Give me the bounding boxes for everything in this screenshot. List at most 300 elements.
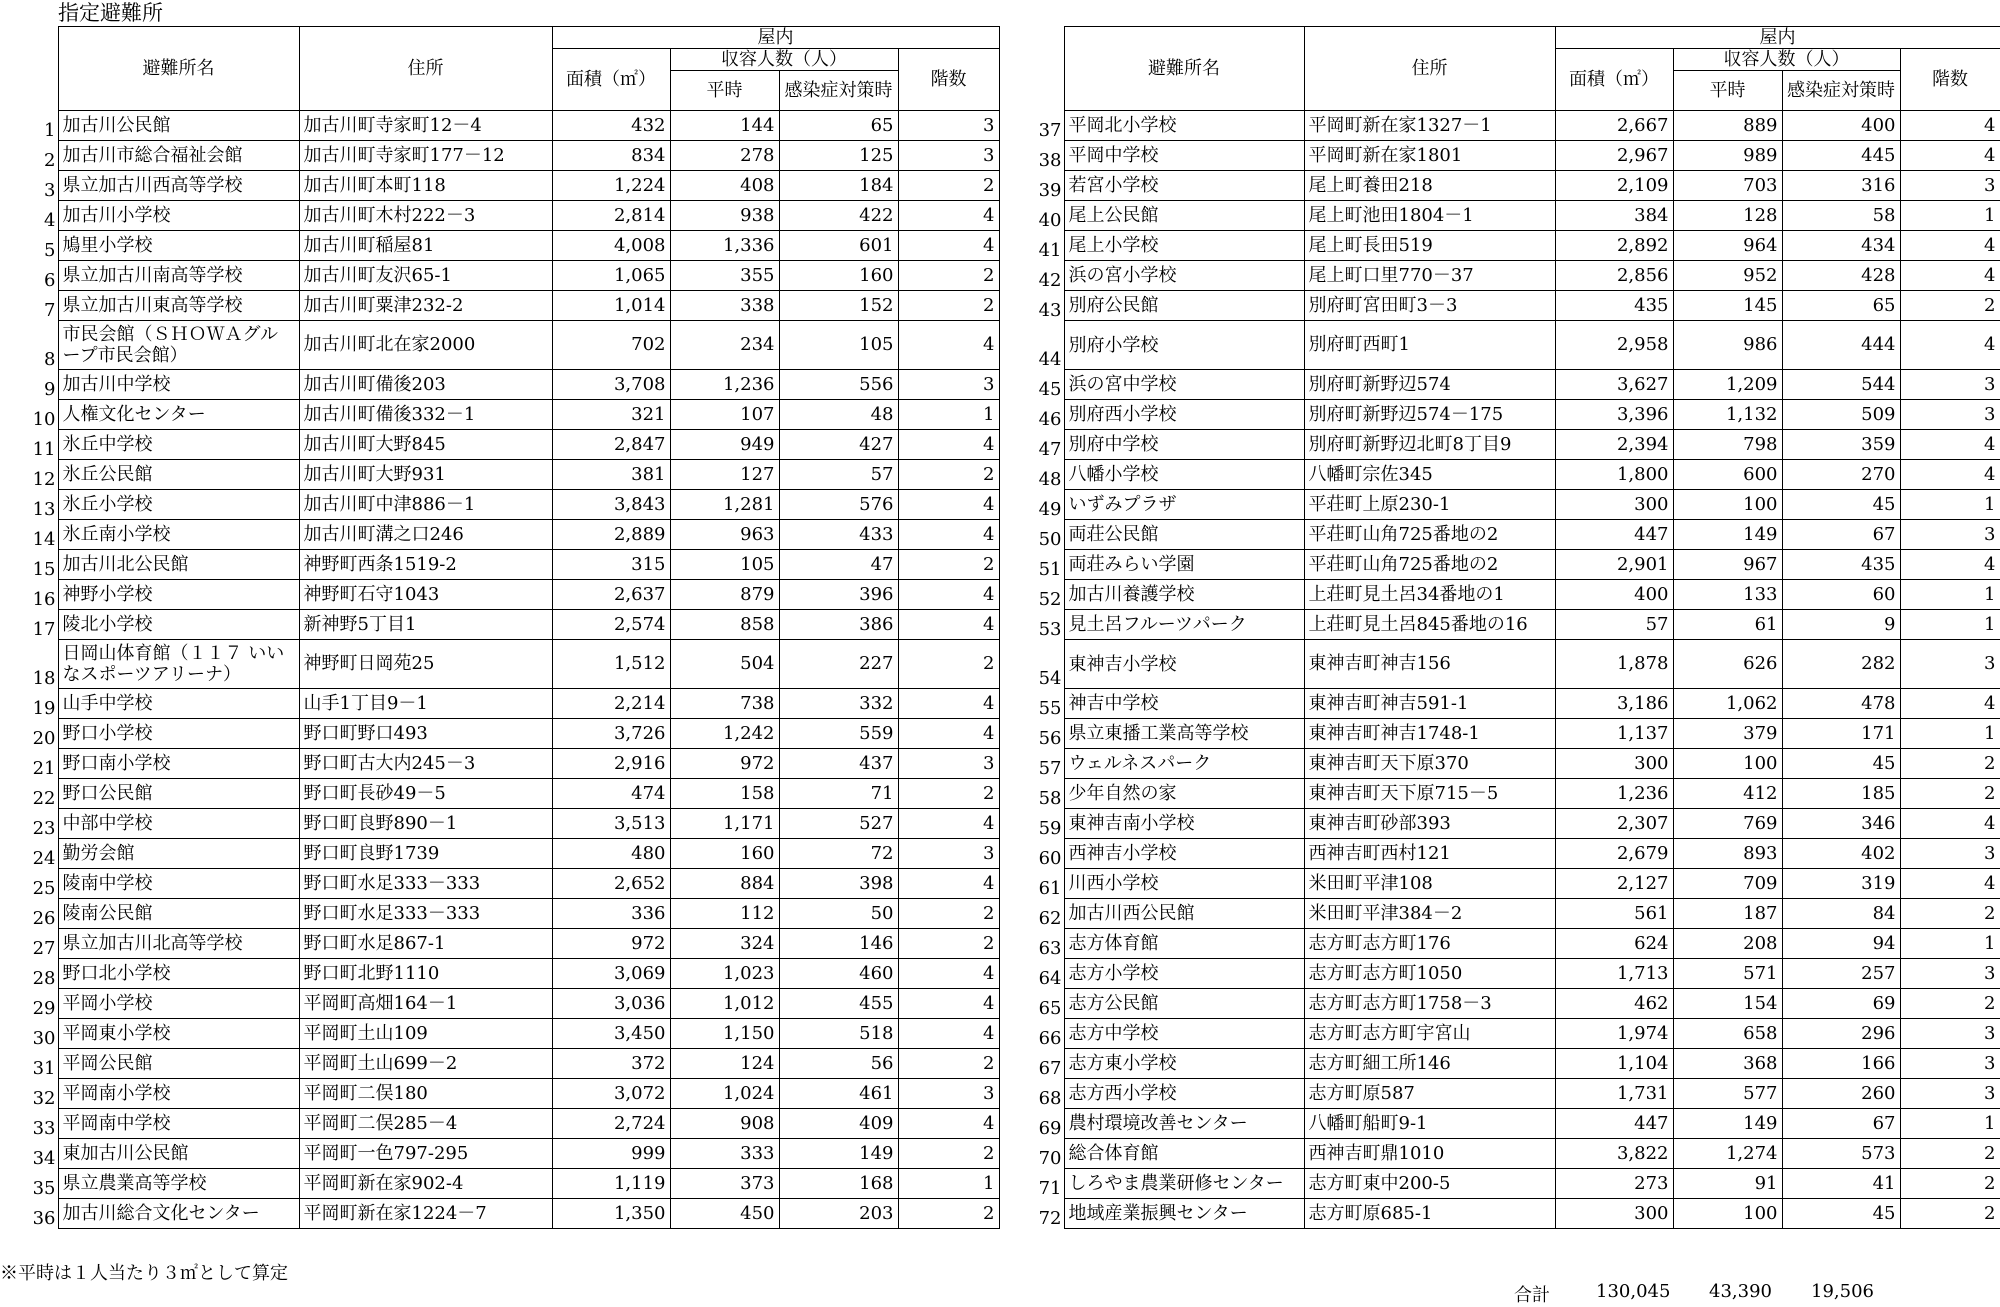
floors-value: 3 bbox=[898, 1079, 999, 1109]
capacity-normal: 1,242 bbox=[670, 719, 779, 749]
capacity-normal: 149 bbox=[1673, 520, 1782, 550]
floors-value: 2 bbox=[898, 550, 999, 580]
shelter-table-right bbox=[1026, 26, 2000, 1229]
capacity-normal: 278 bbox=[670, 141, 779, 171]
row-number: 59 bbox=[1038, 817, 1062, 839]
capacity-infection: 166 bbox=[1782, 1049, 1900, 1079]
capacity-infection: 460 bbox=[779, 959, 898, 989]
shelter-address: 平岡町土山699－2 bbox=[299, 1049, 552, 1079]
shelter-name: 陵北小学校 bbox=[58, 610, 299, 640]
capacity-normal: 738 bbox=[670, 689, 779, 719]
area-value: 3,708 bbox=[552, 370, 670, 400]
floors-value: 2 bbox=[898, 1049, 999, 1079]
shelter-name: 加古川小学校 bbox=[58, 201, 299, 231]
row-number: 43 bbox=[1038, 299, 1062, 321]
capacity-infection: 455 bbox=[779, 989, 898, 1019]
area-value: 2,814 bbox=[552, 201, 670, 231]
floors-value: 2 bbox=[1900, 899, 2000, 929]
shelter-name: 日岡山体育館（１１７ いいなスポーツアリーナ） bbox=[58, 640, 299, 689]
shelter-name: 野口小学校 bbox=[58, 719, 299, 749]
table-row bbox=[1026, 1199, 2000, 1229]
area-value: 3,822 bbox=[1555, 1139, 1673, 1169]
table-row bbox=[20, 1019, 999, 1049]
capacity-infection: 444 bbox=[1782, 321, 1900, 370]
table-row bbox=[20, 899, 999, 929]
shelter-name: 東加古川公民館 bbox=[58, 1139, 299, 1169]
table-row bbox=[20, 460, 999, 490]
capacity-infection: 45 bbox=[1782, 490, 1900, 520]
capacity-normal: 100 bbox=[1673, 490, 1782, 520]
shelter-name: 平岡中学校 bbox=[1064, 141, 1304, 171]
shelter-name: 加古川養護学校 bbox=[1064, 580, 1304, 610]
row-number: 35 bbox=[32, 1177, 56, 1199]
table-row bbox=[20, 839, 999, 869]
capacity-normal: 1,024 bbox=[670, 1079, 779, 1109]
capacity-infection: 58 bbox=[1782, 201, 1900, 231]
table-row bbox=[1026, 370, 2000, 400]
capacity-infection: 282 bbox=[1782, 640, 1900, 689]
floors-value: 3 bbox=[1900, 1079, 2000, 1109]
shelter-address: 東神吉町神吉1748-1 bbox=[1304, 719, 1555, 749]
shelter-name: 両荘みらい学園 bbox=[1064, 550, 1304, 580]
floors-value: 2 bbox=[1900, 989, 2000, 1019]
table-row bbox=[20, 370, 999, 400]
floors-value: 1 bbox=[1900, 580, 2000, 610]
area-value: 2,394 bbox=[1555, 430, 1673, 460]
floors-value: 2 bbox=[1900, 1199, 2000, 1229]
shelter-name: 神吉中学校 bbox=[1064, 689, 1304, 719]
shelter-address: 野口町水足867-1 bbox=[299, 929, 552, 959]
capacity-infection: 359 bbox=[1782, 430, 1900, 460]
shelter-address: 別府町西町1 bbox=[1304, 321, 1555, 370]
shelter-address: 野口町良野890－1 bbox=[299, 809, 552, 839]
shelter-name: 山手中学校 bbox=[58, 689, 299, 719]
total-normal: 43,390 bbox=[1709, 1281, 1772, 1302]
shelter-address: 加古川町備後332－1 bbox=[299, 400, 552, 430]
row-number: 23 bbox=[32, 817, 56, 839]
shelter-address: 八幡町宗佐345 bbox=[1304, 460, 1555, 490]
capacity-normal: 450 bbox=[670, 1199, 779, 1229]
row-number: 22 bbox=[32, 787, 56, 809]
capacity-infection: 47 bbox=[779, 550, 898, 580]
area-value: 3,513 bbox=[552, 809, 670, 839]
header-infection: 感染症対策時 bbox=[779, 71, 898, 111]
shelter-name: 東神吉小学校 bbox=[1064, 640, 1304, 689]
row-number: 16 bbox=[32, 588, 56, 610]
floors-value: 3 bbox=[1900, 959, 2000, 989]
table-row bbox=[20, 1079, 999, 1109]
capacity-infection: 518 bbox=[779, 1019, 898, 1049]
capacity-normal: 1,150 bbox=[670, 1019, 779, 1049]
floors-value: 4 bbox=[1900, 261, 2000, 291]
area-value: 1,974 bbox=[1555, 1019, 1673, 1049]
header-infection: 感染症対策時 bbox=[1782, 71, 1900, 111]
shelter-address: 野口町野口493 bbox=[299, 719, 552, 749]
row-number: 1 bbox=[44, 119, 56, 141]
capacity-normal: 1,012 bbox=[670, 989, 779, 1019]
capacity-infection: 67 bbox=[1782, 520, 1900, 550]
capacity-normal: 963 bbox=[670, 520, 779, 550]
table-row bbox=[1026, 231, 2000, 261]
capacity-infection: 478 bbox=[1782, 689, 1900, 719]
area-value: 561 bbox=[1555, 899, 1673, 929]
shelter-address: 別府町新野辺574 bbox=[1304, 370, 1555, 400]
shelter-address: 加古川町北在家2000 bbox=[299, 321, 552, 370]
row-number: 26 bbox=[32, 907, 56, 929]
floors-value: 4 bbox=[898, 1109, 999, 1139]
area-value: 4,008 bbox=[552, 231, 670, 261]
row-number: 44 bbox=[1038, 348, 1062, 370]
floors-value: 1 bbox=[1900, 490, 2000, 520]
floors-value: 3 bbox=[1900, 839, 2000, 869]
shelter-address: 別府町宮田町3－3 bbox=[1304, 291, 1555, 321]
capacity-infection: 45 bbox=[1782, 1199, 1900, 1229]
floors-value: 1 bbox=[898, 400, 999, 430]
row-number: 54 bbox=[1038, 667, 1062, 689]
shelter-name: 尾上公民館 bbox=[1064, 201, 1304, 231]
shelter-name: 志方中学校 bbox=[1064, 1019, 1304, 1049]
capacity-normal: 154 bbox=[1673, 989, 1782, 1019]
capacity-normal: 412 bbox=[1673, 779, 1782, 809]
row-number: 32 bbox=[32, 1087, 56, 1109]
capacity-infection: 573 bbox=[1782, 1139, 1900, 1169]
shelter-address: 平荘町山角725番地の2 bbox=[1304, 520, 1555, 550]
shelter-address: 上荘町見土呂34番地の1 bbox=[1304, 580, 1555, 610]
shelter-name: 勤労会館 bbox=[58, 839, 299, 869]
shelter-address: 野口町古大内245－3 bbox=[299, 749, 552, 779]
table-row bbox=[1026, 550, 2000, 580]
shelter-name: 県立農業高等学校 bbox=[58, 1169, 299, 1199]
shelter-name: 少年自然の家 bbox=[1064, 779, 1304, 809]
shelter-name: 別府公民館 bbox=[1064, 291, 1304, 321]
shelter-name: 志方西小学校 bbox=[1064, 1079, 1304, 1109]
header-floors: 階数 bbox=[898, 49, 999, 111]
row-number: 37 bbox=[1038, 119, 1062, 141]
floors-value: 1 bbox=[1900, 719, 2000, 749]
capacity-infection: 435 bbox=[1782, 550, 1900, 580]
floors-value: 4 bbox=[1900, 809, 2000, 839]
area-value: 3,627 bbox=[1555, 370, 1673, 400]
row-number: 61 bbox=[1038, 877, 1062, 899]
capacity-normal: 91 bbox=[1673, 1169, 1782, 1199]
row-number: 42 bbox=[1038, 269, 1062, 291]
table-row bbox=[20, 520, 999, 550]
row-number: 18 bbox=[32, 667, 56, 689]
table-row bbox=[1026, 201, 2000, 231]
capacity-normal: 908 bbox=[670, 1109, 779, 1139]
table-row bbox=[20, 400, 999, 430]
capacity-infection: 260 bbox=[1782, 1079, 1900, 1109]
table-row bbox=[20, 989, 999, 1019]
shelter-address: 尾上町長田519 bbox=[1304, 231, 1555, 261]
table-row bbox=[20, 1049, 999, 1079]
capacity-infection: 544 bbox=[1782, 370, 1900, 400]
capacity-infection: 270 bbox=[1782, 460, 1900, 490]
row-number: 9 bbox=[44, 378, 56, 400]
table-row bbox=[1026, 959, 2000, 989]
area-value: 2,667 bbox=[1555, 111, 1673, 141]
row-number: 55 bbox=[1038, 697, 1062, 719]
floors-value: 2 bbox=[898, 1139, 999, 1169]
row-number: 33 bbox=[32, 1117, 56, 1139]
shelter-address: 東神吉町天下原370 bbox=[1304, 749, 1555, 779]
row-number: 49 bbox=[1038, 498, 1062, 520]
capacity-infection: 71 bbox=[779, 779, 898, 809]
shelter-address: 西神吉町鼎1010 bbox=[1304, 1139, 1555, 1169]
capacity-infection: 149 bbox=[779, 1139, 898, 1169]
capacity-infection: 433 bbox=[779, 520, 898, 550]
shelter-address: 平岡町二俣285－4 bbox=[299, 1109, 552, 1139]
shelter-name: ウェルネスパーク bbox=[1064, 749, 1304, 779]
row-number: 20 bbox=[32, 727, 56, 749]
row-number: 47 bbox=[1038, 438, 1062, 460]
table-row bbox=[20, 719, 999, 749]
area-value: 300 bbox=[1555, 490, 1673, 520]
table-row bbox=[20, 869, 999, 899]
shelter-address: 志方町志方町1050 bbox=[1304, 959, 1555, 989]
shelter-address: 加古川町本町118 bbox=[299, 171, 552, 201]
capacity-infection: 461 bbox=[779, 1079, 898, 1109]
table-row bbox=[20, 929, 999, 959]
shelter-address: 野口町長砂49－5 bbox=[299, 779, 552, 809]
table-row bbox=[1026, 899, 2000, 929]
capacity-normal: 798 bbox=[1673, 430, 1782, 460]
capacity-normal: 571 bbox=[1673, 959, 1782, 989]
capacity-infection: 171 bbox=[1782, 719, 1900, 749]
row-number: 56 bbox=[1038, 727, 1062, 749]
capacity-infection: 400 bbox=[1782, 111, 1900, 141]
area-value: 2,889 bbox=[552, 520, 670, 550]
capacity-infection: 9 bbox=[1782, 610, 1900, 640]
shelter-name: 別府西小学校 bbox=[1064, 400, 1304, 430]
header-area: 面積（㎡） bbox=[1555, 49, 1673, 111]
table-row bbox=[20, 809, 999, 839]
table-row bbox=[1026, 430, 2000, 460]
capacity-infection: 41 bbox=[1782, 1169, 1900, 1199]
table-row bbox=[20, 261, 999, 291]
area-value: 1,137 bbox=[1555, 719, 1673, 749]
row-number: 12 bbox=[32, 468, 56, 490]
table-row bbox=[1026, 141, 2000, 171]
area-value: 435 bbox=[1555, 291, 1673, 321]
floors-value: 4 bbox=[1900, 321, 2000, 370]
capacity-normal: 952 bbox=[1673, 261, 1782, 291]
floors-value: 1 bbox=[1900, 1109, 2000, 1139]
shelter-address: 米田町平津108 bbox=[1304, 869, 1555, 899]
capacity-normal: 893 bbox=[1673, 839, 1782, 869]
area-value: 300 bbox=[1555, 1199, 1673, 1229]
area-value: 447 bbox=[1555, 1109, 1673, 1139]
row-number: 68 bbox=[1038, 1087, 1062, 1109]
shelter-name: 加古川市総合福祉会館 bbox=[58, 141, 299, 171]
total-infection: 19,506 bbox=[1811, 1281, 1874, 1302]
shelter-name: 平岡南小学校 bbox=[58, 1079, 299, 1109]
table-row bbox=[1026, 1019, 2000, 1049]
shelter-name: 平岡北小学校 bbox=[1064, 111, 1304, 141]
capacity-infection: 160 bbox=[779, 261, 898, 291]
row-number: 11 bbox=[32, 438, 56, 460]
area-value: 384 bbox=[1555, 201, 1673, 231]
table-row bbox=[1026, 839, 2000, 869]
shelter-address: 加古川町木村222－3 bbox=[299, 201, 552, 231]
shelter-address: 平岡町新在家902-4 bbox=[299, 1169, 552, 1199]
area-value: 2,679 bbox=[1555, 839, 1673, 869]
row-number: 45 bbox=[1038, 378, 1062, 400]
floors-value: 4 bbox=[898, 580, 999, 610]
row-number: 29 bbox=[32, 997, 56, 1019]
capacity-normal: 1,274 bbox=[1673, 1139, 1782, 1169]
floors-value: 4 bbox=[1900, 550, 2000, 580]
area-value: 372 bbox=[552, 1049, 670, 1079]
shelter-address: 尾上町養田218 bbox=[1304, 171, 1555, 201]
floors-value: 3 bbox=[1900, 640, 2000, 689]
area-value: 3,186 bbox=[1555, 689, 1673, 719]
area-value: 2,637 bbox=[552, 580, 670, 610]
shelter-address: 東神吉町砂部393 bbox=[1304, 809, 1555, 839]
capacity-infection: 56 bbox=[779, 1049, 898, 1079]
table-row bbox=[1026, 520, 2000, 550]
row-number: 52 bbox=[1038, 588, 1062, 610]
floors-value: 4 bbox=[898, 1019, 999, 1049]
shelter-address: 上荘町見土呂845番地の16 bbox=[1304, 610, 1555, 640]
area-value: 3,072 bbox=[552, 1079, 670, 1109]
shelter-name: 平岡公民館 bbox=[58, 1049, 299, 1079]
floors-value: 2 bbox=[898, 291, 999, 321]
area-value: 321 bbox=[552, 400, 670, 430]
shelter-address: 野口町北野1110 bbox=[299, 959, 552, 989]
capacity-infection: 527 bbox=[779, 809, 898, 839]
shelter-address: 平荘町上原230-1 bbox=[1304, 490, 1555, 520]
capacity-infection: 48 bbox=[779, 400, 898, 430]
shelter-address: 平岡町新在家1801 bbox=[1304, 141, 1555, 171]
row-number: 48 bbox=[1038, 468, 1062, 490]
shelter-address: 別府町新野辺北町8丁目9 bbox=[1304, 430, 1555, 460]
area-value: 462 bbox=[1555, 989, 1673, 1019]
row-number: 31 bbox=[32, 1057, 56, 1079]
floors-value: 2 bbox=[898, 640, 999, 689]
capacity-normal: 964 bbox=[1673, 231, 1782, 261]
capacity-normal: 504 bbox=[670, 640, 779, 689]
shelter-name: 別府中学校 bbox=[1064, 430, 1304, 460]
capacity-infection: 203 bbox=[779, 1199, 898, 1229]
capacity-infection: 227 bbox=[779, 640, 898, 689]
shelter-name: 加古川北公民館 bbox=[58, 550, 299, 580]
area-value: 2,916 bbox=[552, 749, 670, 779]
capacity-infection: 72 bbox=[779, 839, 898, 869]
shelter-name: 西神吉小学校 bbox=[1064, 839, 1304, 869]
shelter-address: 平岡町高畑164－1 bbox=[299, 989, 552, 1019]
capacity-normal: 208 bbox=[1673, 929, 1782, 959]
floors-value: 1 bbox=[1900, 929, 2000, 959]
table-row bbox=[1026, 929, 2000, 959]
row-number: 57 bbox=[1038, 757, 1062, 779]
capacity-infection: 346 bbox=[1782, 809, 1900, 839]
floors-value: 3 bbox=[898, 749, 999, 779]
area-value: 3,726 bbox=[552, 719, 670, 749]
table-row bbox=[20, 321, 999, 370]
table-row bbox=[1026, 779, 2000, 809]
capacity-normal: 373 bbox=[670, 1169, 779, 1199]
row-number: 63 bbox=[1038, 937, 1062, 959]
capacity-infection: 152 bbox=[779, 291, 898, 321]
table-row bbox=[1026, 989, 2000, 1019]
shelter-name: 人権文化センター bbox=[58, 400, 299, 430]
table-row bbox=[1026, 1169, 2000, 1199]
row-number: 24 bbox=[32, 847, 56, 869]
shelter-address: 加古川町友沢65-1 bbox=[299, 261, 552, 291]
row-number: 3 bbox=[44, 179, 56, 201]
shelter-name: 平岡小学校 bbox=[58, 989, 299, 1019]
area-value: 972 bbox=[552, 929, 670, 959]
shelter-name: 中部中学校 bbox=[58, 809, 299, 839]
floors-value: 4 bbox=[898, 490, 999, 520]
table-row bbox=[20, 1169, 999, 1199]
capacity-normal: 107 bbox=[670, 400, 779, 430]
area-value: 2,214 bbox=[552, 689, 670, 719]
capacity-normal: 128 bbox=[1673, 201, 1782, 231]
row-number: 10 bbox=[32, 408, 56, 430]
shelter-address: 野口町水足333－333 bbox=[299, 899, 552, 929]
table-row bbox=[20, 640, 999, 689]
area-value: 1,119 bbox=[552, 1169, 670, 1199]
capacity-infection: 45 bbox=[1782, 749, 1900, 779]
shelter-address: 志方町東中200-5 bbox=[1304, 1169, 1555, 1199]
floors-value: 2 bbox=[1900, 749, 2000, 779]
total-area: 130,045 bbox=[1596, 1281, 1671, 1302]
capacity-normal: 858 bbox=[670, 610, 779, 640]
capacity-infection: 386 bbox=[779, 610, 898, 640]
table-row bbox=[20, 580, 999, 610]
row-number: 72 bbox=[1038, 1207, 1062, 1229]
shelter-address: 東神吉町神吉591-1 bbox=[1304, 689, 1555, 719]
area-value: 315 bbox=[552, 550, 670, 580]
shelter-name: 野口公民館 bbox=[58, 779, 299, 809]
header-capacity: 収容人数（人） bbox=[670, 49, 898, 71]
area-value: 1,512 bbox=[552, 640, 670, 689]
floors-value: 4 bbox=[1900, 869, 2000, 899]
floors-value: 1 bbox=[898, 1169, 999, 1199]
row-number: 60 bbox=[1038, 847, 1062, 869]
floors-value: 4 bbox=[1900, 111, 2000, 141]
area-value: 480 bbox=[552, 839, 670, 869]
row-number: 28 bbox=[32, 967, 56, 989]
row-number: 2 bbox=[44, 149, 56, 171]
capacity-normal: 149 bbox=[1673, 1109, 1782, 1139]
floors-value: 4 bbox=[1900, 141, 2000, 171]
shelter-address: 別府町新野辺574－175 bbox=[1304, 400, 1555, 430]
table-row bbox=[20, 291, 999, 321]
shelter-address: 神野町石守1043 bbox=[299, 580, 552, 610]
shelter-name: 総合体育館 bbox=[1064, 1139, 1304, 1169]
floors-value: 4 bbox=[898, 869, 999, 899]
table-row bbox=[20, 749, 999, 779]
shelter-name: 加古川中学校 bbox=[58, 370, 299, 400]
area-value: 999 bbox=[552, 1139, 670, 1169]
shelter-address: 志方町原587 bbox=[1304, 1079, 1555, 1109]
shelter-name: 陵南中学校 bbox=[58, 869, 299, 899]
capacity-infection: 398 bbox=[779, 869, 898, 899]
capacity-infection: 332 bbox=[779, 689, 898, 719]
floors-value: 4 bbox=[898, 719, 999, 749]
floors-value: 2 bbox=[898, 779, 999, 809]
capacity-normal: 124 bbox=[670, 1049, 779, 1079]
floors-value: 3 bbox=[1900, 520, 2000, 550]
row-number: 58 bbox=[1038, 787, 1062, 809]
area-value: 2,856 bbox=[1555, 261, 1673, 291]
shelter-name: 氷丘中学校 bbox=[58, 430, 299, 460]
shelter-address: 東神吉町神吉156 bbox=[1304, 640, 1555, 689]
floors-value: 4 bbox=[898, 201, 999, 231]
